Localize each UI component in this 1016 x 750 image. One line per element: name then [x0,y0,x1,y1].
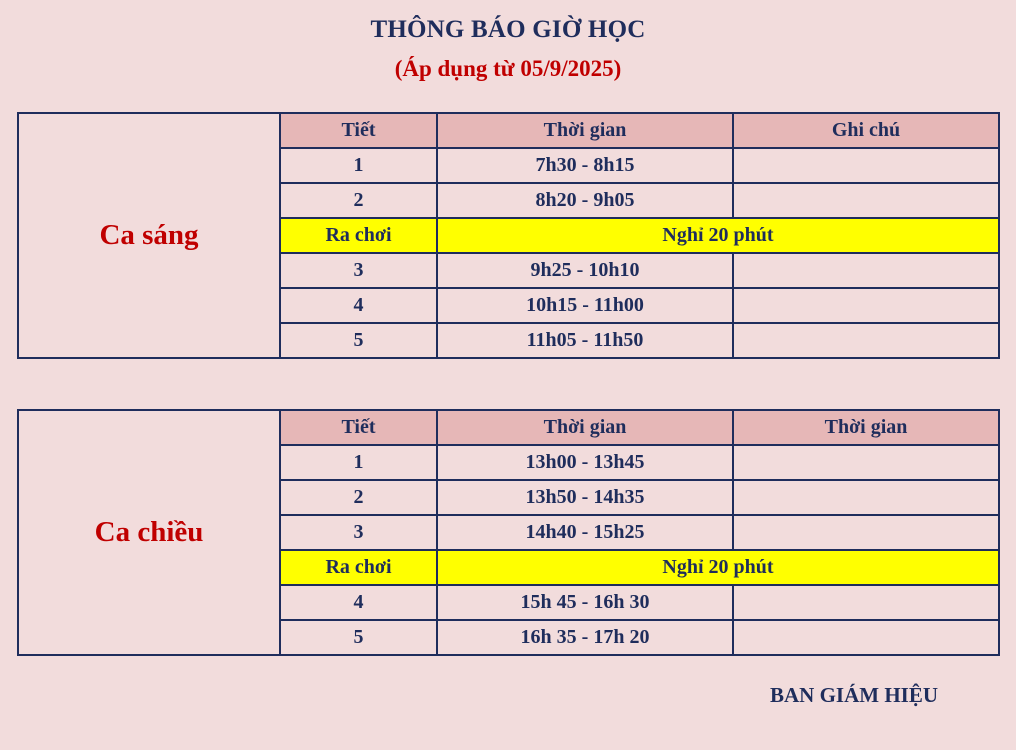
time-cell: 8h20 - 9h05 [437,183,733,218]
note-cell [733,323,999,358]
note-cell [733,445,999,480]
period-cell: 5 [280,323,437,358]
period-cell: 5 [280,620,437,655]
note-cell [733,620,999,655]
page-subtitle: (Áp dụng từ 05/9/2025) [394,56,622,81]
page-title: THÔNG BÁO GIỜ HỌC [370,16,646,43]
header-note: Ghi chú [733,113,999,148]
table-header-row [18,410,999,445]
header-period: Tiết [280,410,437,445]
break-duration: Nghỉ 20 phút [437,550,999,585]
note-cell [733,288,999,323]
time-cell: 14h40 - 15h25 [437,515,733,550]
time-cell: 13h00 - 13h45 [437,445,733,480]
header-time: Thời gian [437,410,733,445]
period-cell: 4 [280,585,437,620]
time-cell: 11h05 - 11h50 [437,323,733,358]
shift-label-morning: Ca sáng [18,113,280,358]
period-cell: 3 [280,253,437,288]
note-cell [733,183,999,218]
afternoon-schedule-table [17,409,1000,656]
time-cell: 15h 45 - 16h 30 [437,585,733,620]
note-cell [733,585,999,620]
time-cell: 10h15 - 11h00 [437,288,733,323]
period-cell: 1 [280,148,437,183]
period-cell: 1 [280,445,437,480]
note-cell [733,148,999,183]
time-cell: 16h 35 - 17h 20 [437,620,733,655]
time-cell: 9h25 - 10h10 [437,253,733,288]
shift-label-afternoon: Ca chiều [18,410,280,655]
header-note: Thời gian [733,410,999,445]
note-cell [733,480,999,515]
morning-schedule-table [17,112,1000,359]
note-cell [733,515,999,550]
break-label: Ra chơi [280,550,437,585]
period-cell: 4 [280,288,437,323]
period-cell: 3 [280,515,437,550]
header-period: Tiết [280,113,437,148]
signature-label: BAN GIÁM HIỆU [770,683,939,707]
note-cell [733,253,999,288]
time-cell: 7h30 - 8h15 [437,148,733,183]
time-cell: 13h50 - 14h35 [437,480,733,515]
period-cell: 2 [280,480,437,515]
break-label: Ra chơi [280,218,437,253]
break-duration: Nghỉ 20 phút [437,218,999,253]
period-cell: 2 [280,183,437,218]
table-header-row [18,113,999,148]
header-time: Thời gian [437,113,733,148]
